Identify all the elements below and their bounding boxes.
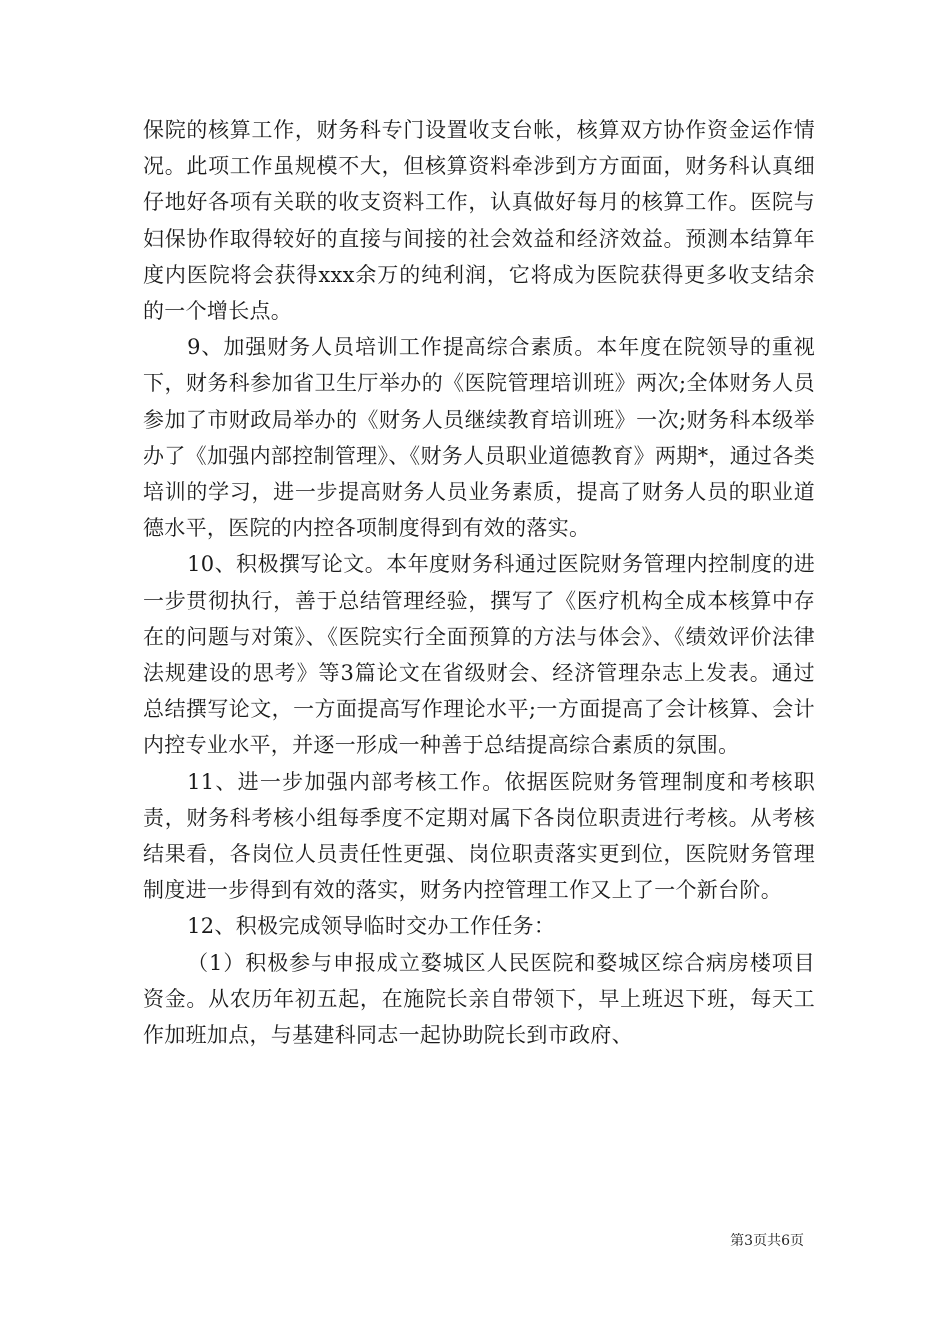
paragraph-item-11: 11、进一步加强内部考核工作。依据医院财务管理制度和考核职责，财务科考核小组每季度不定期对属下各岗位职责进行考核。从考核结果看，各岗位人员责任性更强、岗位职责落实更到位，医院财务管理制度进一步得到有效的落实，财务内控管理工作又上了一个新台阶。	[143, 769, 815, 903]
document-body	[143, 112, 815, 1053]
paragraph-item-12: 12、积极完成领导临时交办工作任务：	[187, 914, 556, 939]
paragraph-item-12-1: （1）积极参与申报成立婺城区人民医院和婺城区综合病房楼项目资金。从农历年初五起，在施院长亲自带领下，早上班迟下班，每天工作加班加点，与基建科同志一起协助院长到市政府、	[143, 950, 815, 1048]
paragraph-item-10: 10、积极撰写论文。本年度财务科通过医院财务管理内控制度的进一步贯彻执行，善于总结管理经验，撰写了《医疗机构全成本核算中存在的问题与对策》、《医院实行全面预算的方法与体会》、《绩效评价法律法规建设的思考》等3篇论文在省级财会、经济管理杂志上发表。通过总结撰写论文，一方面提高写作理论水平;一方面提高了会计核算、会计内控专业水平，并逐一形成一种善于总结提高综合素质的氛围。	[143, 552, 815, 758]
paragraph-item-9: 9、加强财务人员培训工作提高综合素质。本年度在院领导的重视下，财务科参加省卫生厅举办的《医院管理培训班》两次;全体财务人员参加了市财政局举办的《财务人员继续教育培训班》一次;财务科本级举办了《加强内部控制管理》、《财务人员职业道德教育》两期*，通过各类培训的学习，进一步提高财务人员业务素质，提高了财务人员的职业道德水平，医院的内控各项制度得到有效的落实。	[143, 335, 815, 541]
paragraph-continued: 保院的核算工作，财务科专门设置收支台帐，核算双方协作资金运作情况。此项工作虽规模不大，但核算资料牵涉到方方面面，财务科认真细仔地好各项有关联的收支资料工作，认真做好每月的核算工作。医院与妇保协作取得较好的直接与间接的社会效益和经济效益。预测本结算年度内医院将会获得xxx余万的纯利润，它将成为医院获得更多收支结余的一个增长点。	[143, 118, 815, 324]
page-footer: 第3页共6页	[730, 1233, 804, 1249]
